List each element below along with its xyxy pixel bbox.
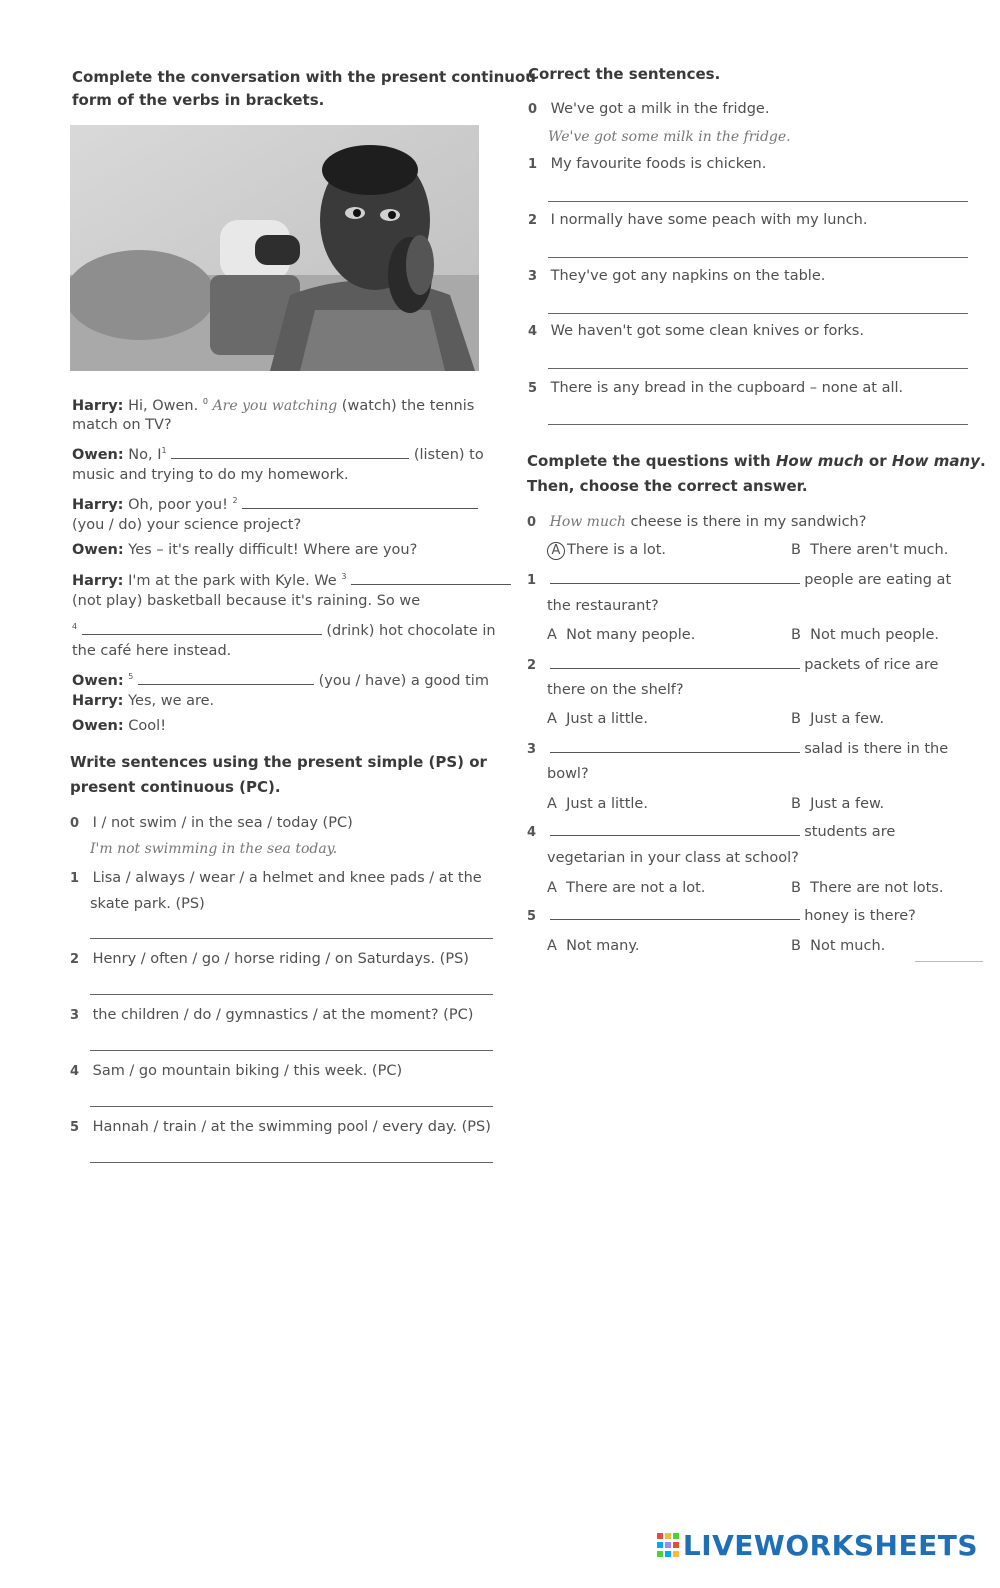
- title-part: How many: [891, 452, 980, 470]
- speaker-owen: Owen:: [72, 718, 124, 734]
- ex4-item-5: [527, 904, 916, 929]
- ex2-item-1-line-2: skate park. (PS): [90, 896, 205, 912]
- option-label: A: [547, 796, 557, 812]
- item-number: 4: [528, 324, 538, 339]
- conversation-line-4: music and trying to do my homework.: [72, 467, 349, 483]
- conv-text: (drink) hot chocolate in: [326, 622, 496, 639]
- speaker-harry: Harry:: [72, 572, 124, 589]
- gap-number: 0: [202, 397, 208, 406]
- exercise-3-title: Correct the sentences.: [528, 65, 721, 83]
- item-number: 3: [527, 742, 537, 757]
- ex4-item-1: [527, 568, 951, 593]
- item-number: 5: [70, 1120, 80, 1135]
- item-number: 2: [528, 213, 538, 228]
- title-part: .: [979, 452, 986, 470]
- option-text: Just a little.: [566, 711, 648, 727]
- question-text: packets of rice are: [804, 657, 939, 673]
- conv-text: (watch) the tennis: [341, 397, 475, 414]
- item-number: 1: [528, 157, 538, 172]
- ex4-item-3-line-2: bowl?: [547, 766, 589, 782]
- title-part: Complete the questions with: [527, 452, 776, 470]
- ex4-option-4a[interactable]: [547, 876, 705, 901]
- item-number: 3: [70, 1008, 80, 1023]
- speaker-owen: Owen:: [72, 672, 124, 689]
- answer-blank[interactable]: [550, 654, 800, 669]
- ex2-answer-line-4[interactable]: [90, 1106, 493, 1107]
- ex4-option-3a[interactable]: [547, 792, 648, 817]
- question-text: cheese is there in my sandwich?: [630, 514, 867, 530]
- option-text: There is a lot.: [567, 542, 667, 558]
- gap-number: 5: [128, 672, 134, 681]
- option-label: B: [791, 542, 801, 558]
- item-number: 2: [527, 658, 537, 673]
- option-label: A: [547, 938, 557, 954]
- item-prompt: Henry / often / go / horse riding / on Saturdays. (PS): [92, 951, 469, 967]
- option-label: B: [791, 938, 801, 954]
- option-label: A: [547, 627, 557, 643]
- ex2-example-answer: I'm not swimming in the sea today.: [90, 841, 338, 857]
- ex2-item-1: [70, 866, 482, 891]
- conv-text: Oh, poor you!: [128, 496, 228, 513]
- item-number: 0: [527, 515, 537, 530]
- ex2-item-0: [70, 811, 353, 836]
- question-text: salad is there in the: [804, 741, 949, 757]
- gap-number: 2: [232, 496, 238, 505]
- stray-line: [915, 961, 983, 962]
- title-part: How much: [775, 452, 864, 470]
- ex2-answer-line-1[interactable]: [90, 938, 493, 939]
- ex4-item-2-line-2: there on the shelf?: [547, 682, 684, 698]
- answer-blank[interactable]: [550, 569, 800, 584]
- item-prompt: Lisa / always / wear / a helmet and knee pads / at the: [92, 870, 482, 886]
- item-prompt: I / not swim / in the sea / today (PC): [92, 815, 353, 831]
- ex3-answer-line-4[interactable]: [548, 368, 968, 369]
- conversation-line-6: (you / do) your science project?: [72, 517, 302, 533]
- ex3-answer-line-3[interactable]: [548, 313, 968, 314]
- question-text: students are: [804, 824, 896, 840]
- ex2-item-5: [70, 1115, 491, 1140]
- boy-on-phone-photo: [70, 125, 479, 371]
- option-text: Just a few.: [810, 711, 885, 727]
- ex3-answer-line-2[interactable]: [548, 257, 968, 258]
- item-prompt: Sam / go mountain biking / this week. (PC): [92, 1063, 403, 1079]
- option-text: Not many.: [566, 938, 640, 954]
- item-sentence: They've got any napkins on the table.: [550, 268, 826, 284]
- ex4-item-3: [527, 737, 948, 762]
- conv-text: No, I: [128, 446, 162, 463]
- photo-illustration: [70, 125, 479, 371]
- conv-text: (listen) to: [413, 446, 484, 463]
- ex3-item-4: [528, 319, 864, 344]
- item-number: 1: [70, 871, 80, 886]
- answer-blank-5[interactable]: [138, 670, 314, 685]
- ex4-option-5b[interactable]: [791, 934, 885, 959]
- conv-text: Yes, we are.: [128, 693, 215, 709]
- option-label: B: [791, 711, 801, 727]
- ex4-item-1-line-2: the restaurant?: [547, 598, 659, 614]
- gap-number: 3: [341, 572, 347, 581]
- conv-text: (you / have) a good tim: [318, 672, 489, 689]
- ex4-option-0b[interactable]: [791, 538, 948, 563]
- item-number: 5: [527, 909, 537, 924]
- item-sentence: There is any bread in the cupboard – none at all.: [550, 380, 904, 396]
- selected-circle: A: [547, 542, 565, 560]
- item-number: 0: [528, 102, 538, 117]
- conversation-line-11: the café here instead.: [72, 643, 232, 659]
- speaker-owen: Owen:: [72, 446, 124, 463]
- answer-blank-1[interactable]: [171, 444, 409, 459]
- option-label: B: [791, 880, 801, 896]
- conv-text: Cool!: [128, 718, 167, 734]
- ex3-item-1: [528, 152, 766, 177]
- example-answer: Are you watching: [212, 397, 338, 414]
- conversation-line-14: [72, 714, 166, 739]
- item-sentence: My favourite foods is chicken.: [550, 156, 767, 172]
- option-text: There aren't much.: [810, 542, 949, 558]
- ex4-option-2b[interactable]: [791, 707, 884, 732]
- option-label: B: [791, 627, 801, 643]
- conversation-line-9: (not play) basketball because it's raining. So we: [72, 593, 421, 609]
- gap-number: 4: [72, 622, 78, 631]
- item-number: 3: [528, 269, 538, 284]
- ex4-item-2: [527, 653, 938, 678]
- option-text: Not much.: [810, 938, 886, 954]
- ex2-item-2: [70, 947, 469, 972]
- ex2-item-3: [70, 1003, 473, 1028]
- item-number: 2: [70, 952, 80, 967]
- speaker-owen: Owen:: [72, 542, 124, 558]
- item-number: 0: [70, 816, 80, 831]
- item-prompt: Hannah / train / at the swimming pool / every day. (PS): [92, 1119, 491, 1135]
- answer-blank-4[interactable]: [82, 620, 322, 635]
- conversation-line-7: [72, 538, 417, 563]
- item-number: 4: [70, 1064, 80, 1079]
- option-text: There are not a lot.: [566, 880, 706, 896]
- ex3-item-2: [528, 208, 867, 233]
- item-sentence: I normally have some peach with my lunch.: [550, 212, 868, 228]
- ex4-option-5a[interactable]: [547, 934, 639, 959]
- gap-number: 1: [161, 446, 167, 455]
- ex3-item-3: [528, 264, 825, 289]
- option-label: A: [547, 711, 557, 727]
- option-text: There are not lots.: [810, 880, 944, 896]
- answer-blank[interactable]: [550, 821, 800, 836]
- exercise-1-title-line-2: form of the verbs in brackets.: [72, 91, 325, 109]
- ex4-item-4: [527, 820, 895, 845]
- option-label: B: [791, 796, 801, 812]
- conv-text: I'm at the park with Kyle. We: [128, 572, 337, 589]
- item-number: 5: [528, 381, 538, 396]
- option-text: Just a few.: [810, 796, 885, 812]
- option-text: Just a little.: [566, 796, 648, 812]
- answer-blank[interactable]: [550, 738, 800, 753]
- option-text: Not much people.: [810, 627, 940, 643]
- exercise-2-title-line-2: present continuous (PC).: [70, 778, 281, 796]
- ex3-answer-line-5[interactable]: [548, 424, 968, 425]
- ex3-item-0: [528, 97, 769, 122]
- speaker-harry: Harry:: [72, 693, 124, 709]
- exercise-4-title-line-2: Then, choose the correct answer.: [527, 477, 808, 495]
- ex4-option-1a[interactable]: [547, 623, 695, 648]
- ex4-option-4b[interactable]: [791, 876, 943, 901]
- ex2-answer-line-3[interactable]: [90, 1050, 493, 1051]
- ex4-item-4-line-2: vegetarian in your class at school?: [547, 850, 799, 866]
- exercise-4-title-line-1: [527, 449, 986, 474]
- ex4-option-2a[interactable]: [547, 707, 648, 732]
- answer-blank-2[interactable]: [242, 494, 478, 509]
- title-part: or: [863, 452, 892, 470]
- example-answer: How much: [549, 514, 626, 530]
- ex4-option-1b[interactable]: [791, 623, 939, 648]
- item-prompt: the children / do / gymnastics / at the moment? (PC): [92, 1007, 474, 1023]
- ex4-item-0: [527, 510, 866, 535]
- answer-blank-3[interactable]: [351, 570, 511, 585]
- liveworksheets-logo: [656, 1528, 978, 1562]
- speaker-harry: Harry:: [72, 496, 124, 513]
- answer-blank[interactable]: [550, 905, 800, 920]
- conversation-line-2: match on TV?: [72, 417, 172, 433]
- logo-text: LIVEWORKSHEETS: [682, 1528, 978, 1562]
- question-text: honey is there?: [804, 908, 916, 924]
- speaker-harry: Harry:: [72, 397, 124, 414]
- ex4-option-3b[interactable]: [791, 792, 884, 817]
- item-number: 1: [527, 573, 537, 588]
- exercise-2-title-line-1: Write sentences using the present simple (PS) or: [70, 753, 487, 771]
- option-label: A: [547, 880, 557, 896]
- ex3-answer-line-1[interactable]: [548, 201, 968, 202]
- item-sentence: We've got a milk in the fridge.: [550, 101, 770, 117]
- ex3-example-answer: We've got some milk in the fridge.: [548, 129, 791, 145]
- ex2-answer-line-2[interactable]: [90, 994, 493, 995]
- question-text: people are eating at: [804, 572, 952, 588]
- option-text: Not many people.: [566, 627, 696, 643]
- ex3-item-5: [528, 376, 903, 401]
- ex4-option-0a[interactable]: [547, 538, 666, 563]
- conv-text: Yes – it's really difficult! Where are you?: [128, 542, 418, 558]
- ex2-item-4: [70, 1059, 402, 1084]
- item-sentence: We haven't got some clean knives or forks.: [550, 323, 864, 339]
- ex2-answer-line-5[interactable]: [90, 1162, 493, 1163]
- item-number: 4: [527, 825, 537, 840]
- conversation-line-13: [72, 689, 214, 714]
- exercise-1-title-line-1: Complete the conversation with the present continuou: [72, 68, 536, 86]
- conv-text: Hi, Owen.: [128, 397, 199, 414]
- liveworksheets-logo-icon: [656, 1531, 680, 1559]
